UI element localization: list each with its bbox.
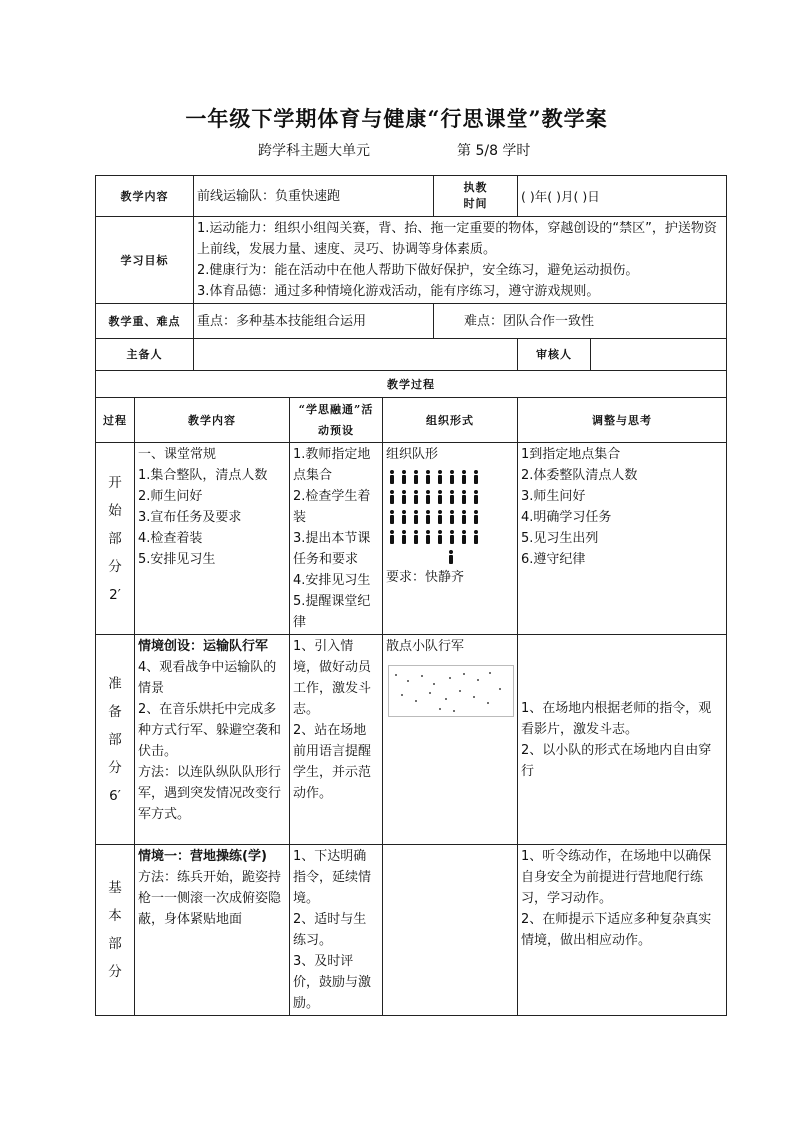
stage-adjustment: 1、在场地内根据老师的指令，观看影片，激发斗志。 2、以小队的形式在场地内自由穿行	[518, 635, 727, 845]
student-dot	[459, 690, 461, 692]
student-dot	[439, 708, 441, 710]
reviewer-label: 审核人	[518, 339, 591, 371]
student-dot	[477, 679, 479, 681]
student-icon	[449, 510, 455, 524]
table-row	[96, 635, 727, 845]
student-icon	[401, 530, 407, 544]
stage-adjustment: 1到指定地点集合 2.体委整队清点人数 3.师生问好 4.明确学习任务 5.见习生出列 6.遵守纪律	[518, 443, 727, 635]
stage-activity: 1、下达明确指令，延续情境。 2、适时与生练习。 3、及时评价，鼓励与激励。	[290, 845, 383, 1016]
student-icon	[425, 490, 431, 504]
student-icon	[473, 510, 479, 524]
student-dot	[433, 683, 435, 685]
time-label: 执教 时间	[434, 176, 518, 217]
stage-adjustment: 1、听令练动作，在场地中以确保自身安全为前提进行营地爬行练习，学习动作。 2、在师提示下适应多种复杂真实情境，做出相应动作。	[518, 845, 727, 1016]
goals-label: 学习目标	[96, 217, 194, 304]
col-header-content: 教学内容	[135, 398, 290, 443]
student-dot	[395, 674, 397, 676]
col-header-stage: 过程	[96, 398, 135, 443]
goal-item: 3.体育品德：通过多种情境化游戏活动，能有序练习，遵守游戏规则。	[197, 284, 600, 299]
student-icon	[413, 490, 419, 504]
student-icon	[389, 470, 395, 484]
student-icon	[437, 530, 443, 544]
lesson-plan-table	[95, 175, 727, 1016]
student-icon	[425, 530, 431, 544]
scatter-formation-diagram	[388, 665, 514, 717]
goal-item: 2.健康行为：能在活动中在他人帮助下做好保护，安全练习，避免运动损伤。	[197, 263, 639, 278]
process-section-title: 教学过程	[96, 371, 727, 398]
student-dot	[429, 692, 431, 694]
student-dot	[421, 675, 423, 677]
student-dot	[407, 680, 409, 682]
student-icon	[449, 530, 455, 544]
preparer-label: 主备人	[96, 339, 194, 371]
student-icon	[461, 490, 467, 504]
student-icon	[461, 470, 467, 484]
student-icon	[461, 510, 467, 524]
student-dot	[445, 698, 447, 700]
student-icon	[425, 470, 431, 484]
student-dot	[449, 677, 451, 679]
student-icon	[449, 490, 455, 504]
content-label: 教学内容	[96, 176, 194, 217]
col-header-activity: “学思融通”活动预设	[290, 398, 383, 443]
student-icon	[437, 510, 443, 524]
student-dot	[401, 694, 403, 696]
student-icon	[389, 490, 395, 504]
student-dot	[415, 700, 417, 702]
student-icon	[389, 510, 395, 524]
student-icon	[473, 530, 479, 544]
difficulty-point: 难点：团队合作一致性	[434, 304, 727, 339]
preparer-value	[194, 339, 518, 371]
page-title: 一年级下学期体育与健康“行思课堂”教学案	[185, 106, 608, 131]
formation-diagram	[386, 467, 514, 567]
student-icon	[449, 470, 455, 484]
student-dot	[463, 673, 465, 675]
student-dot	[499, 688, 501, 690]
student-icon	[437, 470, 443, 484]
goals-list	[194, 217, 727, 304]
teacher-icon	[448, 550, 454, 564]
goal-item: 1.运动能力：组织小组闯关赛，背、抬、拖一定重要的物体，穿越创设的“禁区”，护送物资上前线，发展力量、速度、灵巧、协调等身体素质。	[197, 221, 717, 257]
stage-label: 准 备 部 分 6′	[96, 635, 135, 845]
student-icon	[425, 510, 431, 524]
col-header-organization: 组织形式	[383, 398, 518, 443]
student-icon	[413, 470, 419, 484]
reviewer-value	[591, 339, 727, 371]
student-dot	[487, 702, 489, 704]
table-row	[96, 845, 727, 1016]
student-icon	[437, 490, 443, 504]
student-icon	[473, 470, 479, 484]
student-icon	[389, 530, 395, 544]
date-field: ( )年( )月( )日	[518, 176, 727, 217]
student-icon	[401, 510, 407, 524]
stage-organization: 组织队形 要求：快静齐	[383, 443, 518, 635]
key-point: 重点：多种基本技能组合运用	[194, 304, 434, 339]
lesson-number: 第 5/8 学时	[457, 143, 531, 159]
stage-content: 一、课堂常规 1.集合整队，清点人数 2.师生问好 3.宣布任务及要求 4.检查着装 5.安排见习生	[135, 443, 290, 635]
student-dot	[489, 672, 491, 674]
stage-organization: 散点小队行军	[383, 635, 518, 845]
student-icon	[473, 490, 479, 504]
student-icon	[413, 510, 419, 524]
stage-activity: 1.教师指定地点集合 2.检查学生着装 3.提出本节课任务和要求 4.安排见习生 5.提醒课堂纪律	[290, 443, 383, 635]
stage-label: 基 本 部 分	[96, 845, 135, 1016]
student-icon	[401, 470, 407, 484]
student-icon	[461, 530, 467, 544]
table-row	[96, 443, 727, 635]
stage-content: 情境一：营地操练(学) 方法：练兵开始，跪姿持枪一一侧滚一次成俯姿隐蔽，身体紧贴地面	[135, 845, 290, 1016]
student-dot	[453, 710, 455, 712]
stage-content: 情境创设：运输队行军 4、观看战争中运输队的情景 2、在音乐烘托中完成多种方式行军、躲避空袭和伏击。 方法：以连队纵队队形行军，遇到突发情况改变行军方式。	[135, 635, 290, 845]
student-dot	[473, 696, 475, 698]
key-points-label: 教学重、难点	[96, 304, 194, 339]
stage-activity: 1、引入情境，做好动员工作，激发斗志。 2、站在场地前用语言提醒学生，并示范动作。	[290, 635, 383, 845]
stage-organization	[383, 845, 518, 1016]
stage-label: 开 始 部 分 2′	[96, 443, 135, 635]
unit-subtitle: 跨学科主题大单元	[258, 143, 370, 159]
content-value: 前线运输队：负重快速跑	[194, 176, 434, 217]
student-icon	[401, 490, 407, 504]
student-icon	[413, 530, 419, 544]
col-header-adjustment: 调整与思考	[518, 398, 727, 443]
